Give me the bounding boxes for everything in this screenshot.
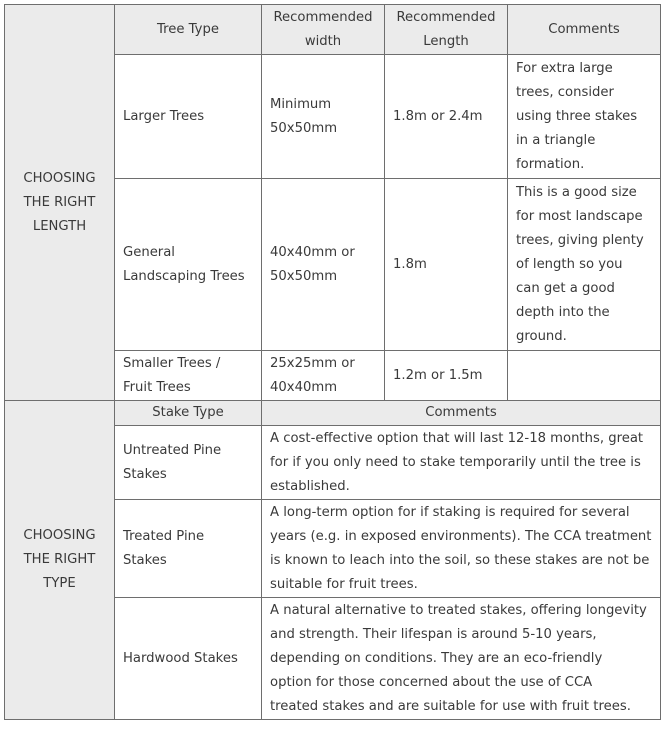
text-line: Recommended	[273, 9, 373, 25]
text-line: can get a good	[516, 280, 615, 296]
stake-type-cell	[115, 500, 262, 598]
length-header-row	[5, 5, 661, 55]
text-line: A long-term option for if staking is required for several	[270, 504, 630, 520]
text-line: Hardwood Stakes	[123, 650, 238, 666]
stake-guide	[4, 4, 661, 720]
text-line: option for those concerned about the use of CCA	[270, 674, 593, 690]
text-line: This is a good size	[516, 184, 637, 200]
text-line: width	[304, 33, 342, 49]
tree-type-cell	[115, 351, 262, 401]
text-line: A natural alternative to treated stakes, offering longevity	[270, 602, 647, 618]
text-line: 1.8m or 2.4m	[393, 108, 483, 124]
text-line: Minimum	[270, 96, 332, 112]
text-line: of length so you	[516, 256, 623, 272]
text-line: Stakes	[123, 466, 167, 482]
text-line: depending on conditions. They are an eco-friendly	[270, 650, 603, 666]
stake-comment-cell	[262, 598, 661, 720]
text-line: Recommended	[396, 9, 496, 25]
text-line: Stakes	[123, 552, 167, 568]
stake-comment-cell	[262, 500, 661, 598]
text-line: 40x40mm	[270, 379, 338, 395]
text-line: 50x50mm	[270, 268, 338, 284]
width-cell	[262, 55, 385, 179]
length-cell	[385, 55, 508, 179]
text-line: Smaller Trees /	[123, 355, 221, 371]
text-line: 1.2m or 1.5m	[393, 367, 483, 383]
text-line: Untreated Pine	[123, 442, 222, 458]
text-line: 40x40mm or	[270, 244, 355, 260]
width-cell	[262, 179, 385, 351]
text-line: TYPE	[43, 576, 76, 591]
text-line: LENGTH	[32, 218, 87, 234]
text-line: trees, consider	[516, 84, 614, 100]
stake-comment-cell	[262, 426, 661, 500]
text-line: CHOOSING	[23, 528, 96, 543]
length-cell	[385, 351, 508, 401]
text-line: and strength. Their lifespan is around 5-10 years,	[270, 626, 597, 642]
comment-cell	[508, 55, 661, 179]
header-comments: Comments	[508, 5, 661, 55]
type-section-label	[5, 401, 115, 720]
text-line: THE RIGHT	[23, 194, 96, 210]
text-line: established.	[270, 478, 350, 494]
text-line: Length	[423, 33, 469, 49]
text-line: Treated Pine	[123, 528, 205, 544]
tree-type-cell	[115, 179, 262, 351]
text-line: formation.	[516, 156, 585, 172]
text-line: suitable for fruit trees.	[270, 576, 418, 592]
text-line: 25x25mm or	[270, 355, 355, 371]
comment-cell-empty	[508, 351, 661, 401]
length-cell	[385, 179, 508, 351]
text-line: using three stakes	[516, 108, 638, 124]
text-line: 1.8m	[393, 256, 427, 272]
header-stake-type: Stake Type	[115, 401, 262, 426]
text-line: treated stakes and are suitable for use with fruit trees.	[270, 698, 631, 714]
text-line: years (e.g. in exposed environments). The CCA treatment	[270, 528, 652, 544]
header-recommended-length	[385, 5, 508, 55]
type-header-row	[5, 401, 661, 426]
stake-guide-table	[4, 4, 661, 720]
text-line: CHOOSING	[23, 170, 96, 186]
width-cell	[262, 351, 385, 401]
length-section-label	[5, 5, 115, 401]
header-tree-type: Tree Type	[115, 5, 262, 55]
header-type-comments: Comments	[262, 401, 661, 426]
text-line: THE RIGHT	[23, 552, 96, 567]
text-line: trees, giving plenty	[516, 232, 644, 248]
text-line: depth into the	[516, 304, 610, 320]
text-line: Larger Trees	[123, 108, 205, 124]
text-line: in a triangle	[516, 132, 596, 148]
text-line: for if you only need to stake temporarily until the tree is	[270, 454, 641, 470]
stake-type-cell	[115, 598, 262, 720]
stake-type-cell	[115, 426, 262, 500]
text-line: General	[123, 244, 175, 260]
text-line: Fruit Trees	[123, 379, 191, 395]
tree-type-cell	[115, 55, 262, 179]
text-line: 50x50mm	[270, 120, 338, 136]
header-recommended-width	[262, 5, 385, 55]
text-line: Landscaping Trees	[123, 268, 245, 284]
text-line: ground.	[516, 328, 567, 344]
text-line: for most landscape	[516, 208, 643, 224]
text-line: is known to leach into the soil, so these stakes are not be	[270, 552, 650, 568]
text-line: A cost-effective option that will last 12-18 months, great	[270, 430, 644, 446]
comment-cell	[508, 179, 661, 351]
text-line: For extra large	[516, 60, 613, 76]
